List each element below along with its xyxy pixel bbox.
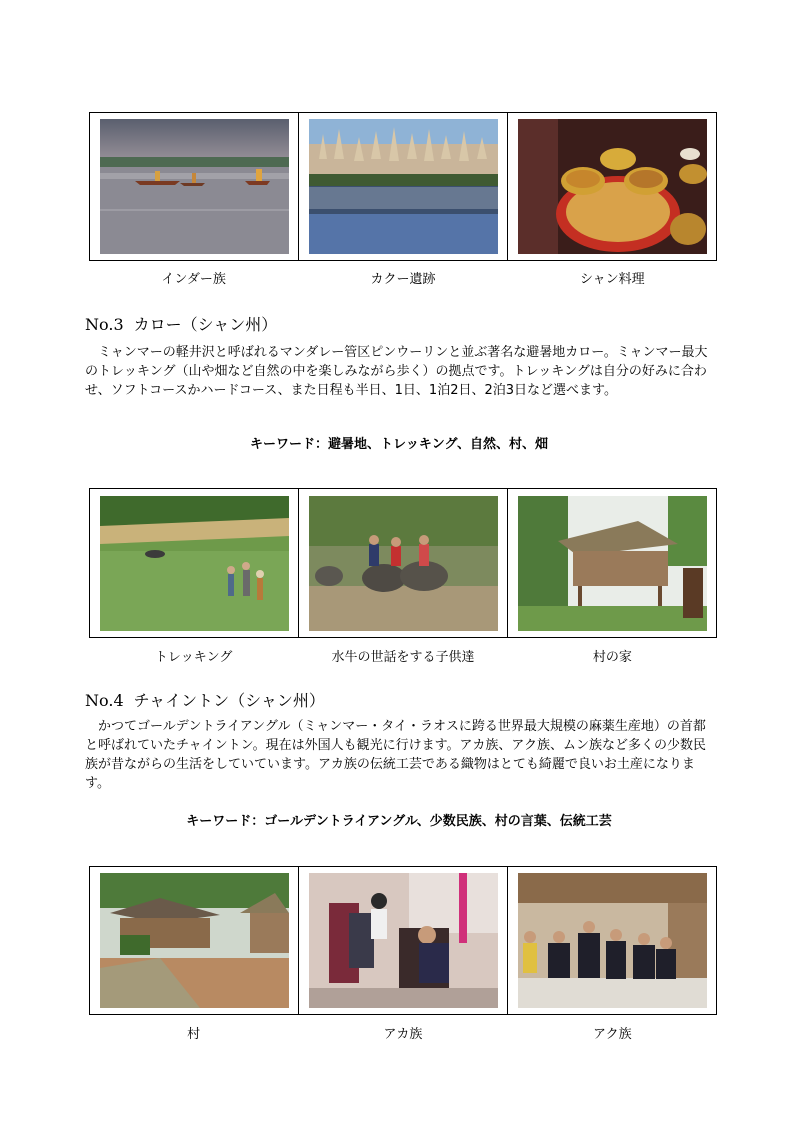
photo-cell (90, 113, 299, 260)
photo-cell (508, 489, 716, 637)
photo-caption: カクー遺跡 (370, 272, 436, 287)
photo-captions-1 (89, 268, 717, 287)
shan-food-photo (518, 119, 707, 254)
section-title: カロー（シャン州） (133, 315, 278, 334)
village-photo (100, 873, 289, 1008)
water-buffalo-photo (309, 496, 498, 631)
photo-caption: 村の家 (592, 650, 632, 665)
pagoda-ruins-photo (309, 119, 498, 254)
photo-caption: インダー族 (161, 272, 226, 287)
section-paragraph: ミャンマーの軽井沢と呼ばれるマンダレー管区ピンウーリンと並ぶ著名な避暑地カロー。ミャンマー最大のトレッキング（山や畑など自然の中を楽しみながら歩く）の拠点です。トレッキングは自分の好みに合わせ、ソフトコースかハードコース、また日程も半日、1日、1泊2日、2泊3日など選べます。 (85, 345, 708, 398)
section-keywords: キーワード：避暑地、トレッキング、自然、村、畑 (250, 437, 548, 452)
photo-cell (299, 489, 508, 637)
section-title: チャイントン（シャン州） (133, 691, 325, 710)
aku-people-photo (518, 873, 707, 1008)
photo-cell (299, 113, 508, 260)
section-keywords: キーワード：ゴールデントライアングル、少数民族、村の言葉、伝統工芸 (186, 814, 612, 829)
photo-grid-1 (89, 112, 717, 261)
photo-cell (90, 489, 299, 637)
akha-weaving-photo (309, 873, 498, 1008)
photo-caption: アカ族 (383, 1027, 423, 1042)
photo-cell (299, 867, 508, 1014)
photo-cell (508, 867, 716, 1014)
photo-grid-3 (89, 866, 717, 1015)
section-number: No.3 (85, 315, 124, 334)
section-heading (85, 312, 277, 335)
photo-grid-2 (89, 488, 717, 638)
photo-caption: シャン料理 (579, 272, 645, 287)
photo-captions-2 (89, 646, 717, 665)
photo-cell (508, 113, 716, 260)
section-number: No.4 (85, 691, 124, 710)
section-heading (85, 688, 325, 711)
section-paragraph: かつてゴールデントライアングル（ミャンマー・タイ・ラオスに跨る世界最大規模の麻薬生産地）の首都と呼ばれていたチャイントン。現在は外国人も観光に行けます。アカ族、アク族、ムン族など多くの少数民族が昔ながらの生活をしていています。アカ族の伝統工芸である織物はとても綺麗で良いお土産になります。 (85, 719, 707, 791)
photo-captions-3 (89, 1023, 717, 1042)
photo-caption: アク族 (593, 1027, 632, 1042)
photo-caption: トレッキング (154, 650, 233, 665)
photo-cell (90, 867, 299, 1014)
photo-caption: 村 (187, 1027, 201, 1042)
village-house-photo (518, 496, 707, 631)
lake-boat-photo (100, 119, 289, 254)
trekking-photo (100, 496, 289, 631)
photo-caption: 水牛の世話をする子供達 (331, 650, 475, 665)
